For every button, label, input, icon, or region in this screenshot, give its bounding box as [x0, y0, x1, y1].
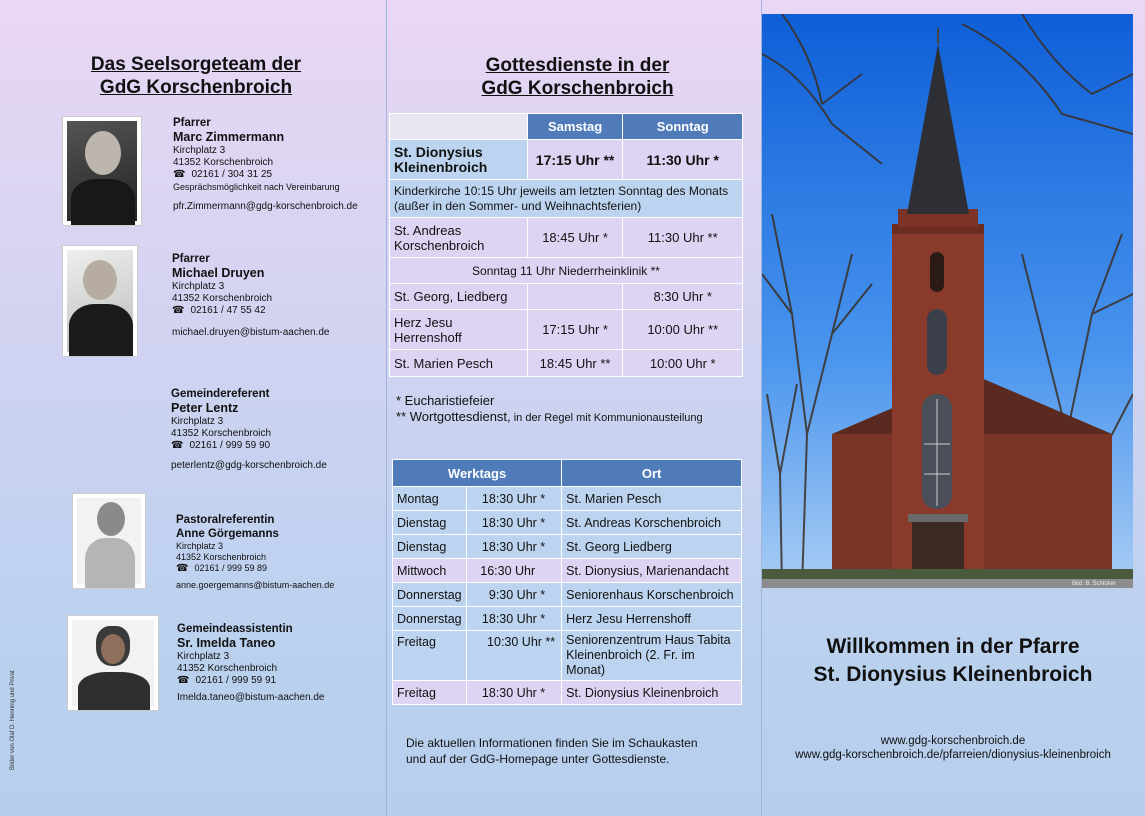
photo-credit: Bild: B. Schicker [1072, 581, 1116, 587]
member-name: Sr. Imelda Taneo [177, 636, 276, 650]
email-link[interactable]: peterlentz@gdg-korschenbroich.de [171, 460, 327, 471]
info-text: Die aktuellen Informationen finden Sie im Schaukasten und auf der GdG-Homepage unter Gottesdienste. [406, 736, 698, 766]
email-link[interactable]: Imelda.taneo@bistum-aachen.de [177, 692, 325, 703]
team-member-5: Gemeindeassistentin Sr. Imelda Taneo Kirchplatz 3 41352 Korschenbroich ☎ 02161 / 999 59 91 Imelda.taneo@bistum-aachen.de [177, 622, 382, 704]
church-photo [762, 14, 1133, 588]
table-row: Kinderkirche 10:15 Uhr jeweils am letzten Sonntag des Monats (außer in den Sommer- und Weihnachtsferien) [390, 180, 743, 218]
member-name: Peter Lentz [171, 401, 239, 415]
member-role: Pfarrer [172, 253, 210, 265]
website-link[interactable]: www.gdg-korschenbroich.de [880, 735, 1026, 747]
email-link[interactable]: pfr.Zimmermann@gdg-korschenbroich.de [173, 201, 358, 212]
table-row: Donnerstag 18:30 Uhr * Herz Jesu Herrenshoff [393, 607, 742, 631]
team-member-2: Pfarrer Michael Druyen Kirchplatz 3 41352 Korschenbroich ☎ 02161 / 47 55 42 michael.druyen@bistum-aachen.de [172, 252, 382, 339]
photo-marc-zimmermann [62, 116, 142, 226]
header-werktags: Werktags [393, 460, 562, 487]
member-name: Marc Zimmermann [173, 130, 285, 144]
table-row: Herz Jesu Herrenshoff 17:15 Uhr * 10:00 Uhr ** [390, 310, 743, 350]
member-role: Gemeindereferent [171, 388, 270, 400]
phone-icon: ☎ 02161 / 304 31 25 [173, 169, 383, 181]
member-role: Gemeindeassistentin [177, 623, 293, 635]
table-row: Mittwoch 16:30 Uhr St. Dionysius, Marienandacht [393, 559, 742, 583]
phone-icon: ☎ 02161 / 47 55 42 [172, 305, 382, 317]
member-name: Anne Görgemanns [176, 528, 279, 540]
services-title: Gottesdienste in der GdG Korschenbroich [481, 55, 674, 99]
member-role: Pastoralreferentin [176, 514, 275, 526]
table-row: Dienstag 18:30 Uhr * St. Georg Liedberg [393, 535, 742, 559]
team-member-3: Gemeindereferent Peter Lentz Kirchplatz 3 41352 Korschenbroich ☎ 02161 / 999 59 90 peterlentz@gdg-korschenbroich.de [171, 387, 381, 472]
website-link[interactable]: www.gdg-korschenbroich.de/pfarreien/dionysius-kleinenbroich [795, 749, 1111, 761]
email-link[interactable]: anne.goergemanns@bistum-aachen.de [176, 580, 335, 590]
table-row: Donnerstag 9:30 Uhr * Seniorenhaus Korschenbroich [393, 583, 742, 607]
photo-credit: Bilder von Olaf D. Henning und Privat [10, 670, 16, 770]
header-sonntag: Sonntag [623, 114, 743, 140]
table-row: Freitag 18:30 Uhr * St. Dionysius Kleinenbroich [393, 681, 742, 705]
team-title: Das Seelsorgeteam der GdG Korschenbroich [90, 54, 302, 98]
table-row: Freitag 10:30 Uhr ** Seniorenzentrum Haus Tabita Kleinenbroich (2. Fr. im Monat) [393, 631, 742, 681]
phone-icon: ☎ 02161 / 999 59 91 [177, 675, 382, 687]
header-samstag: Samstag [527, 114, 623, 140]
header-ort: Ort [562, 460, 742, 487]
phone-icon: ☎ 02161 / 999 59 90 [171, 440, 381, 452]
table-row: St. Marien Pesch 18:45 Uhr ** 10:00 Uhr * [390, 350, 743, 377]
table-row: Montag 18:30 Uhr * St. Marien Pesch [393, 487, 742, 511]
website-links [761, 734, 1145, 762]
fold-line [386, 0, 387, 816]
table-row: Dienstag 18:30 Uhr * St. Andreas Korschenbroich [393, 511, 742, 535]
email-link[interactable]: michael.druyen@bistum-aachen.de [172, 327, 330, 338]
table-row: St. Georg, Liedberg 8:30 Uhr * [390, 284, 743, 310]
photo-michael-druyen [62, 245, 138, 357]
welcome-heading: Willkommen in der Pfarre St. Dionysius Kleinenbroich [813, 635, 1093, 686]
table-row: Sonntag 11 Uhr Niederrheinklinik ** [390, 258, 743, 284]
table-row: St. Andreas Korschenbroich 18:45 Uhr * 11:30 Uhr ** [390, 218, 743, 258]
member-role: Pfarrer [173, 117, 211, 129]
team-member-4: Pastoralreferentin Anne Görgemanns Kirchplatz 3 41352 Korschenbroich ☎ 02161 / 999 59 89 anne.goergemanns@bistum-aachen.de [176, 513, 381, 591]
table-row: St. Dionysius Kleinenbroich 17:15 Uhr ** 11:30 Uhr * [390, 140, 743, 180]
weekday-services-table [392, 459, 742, 705]
photo-anne-goergemanns [72, 493, 146, 589]
photo-imelda-taneo [67, 615, 159, 711]
weekend-services-table [389, 113, 743, 377]
team-member-1: Pfarrer Marc Zimmermann Kirchplatz 3 41352 Korschenbroich ☎ 02161 / 304 31 25 Gesprächsmöglichkeit nach Vereinbarung pfr.Zimmermann@gdg-korschenbroich.de [173, 116, 383, 213]
phone-icon: ☎ 02161 / 999 59 89 [176, 563, 381, 574]
legend: * Eucharistiefeier ** Wortgottesdienst, in der Regel mit Kommunionausteilung [396, 393, 703, 424]
member-name: Michael Druyen [172, 266, 265, 280]
